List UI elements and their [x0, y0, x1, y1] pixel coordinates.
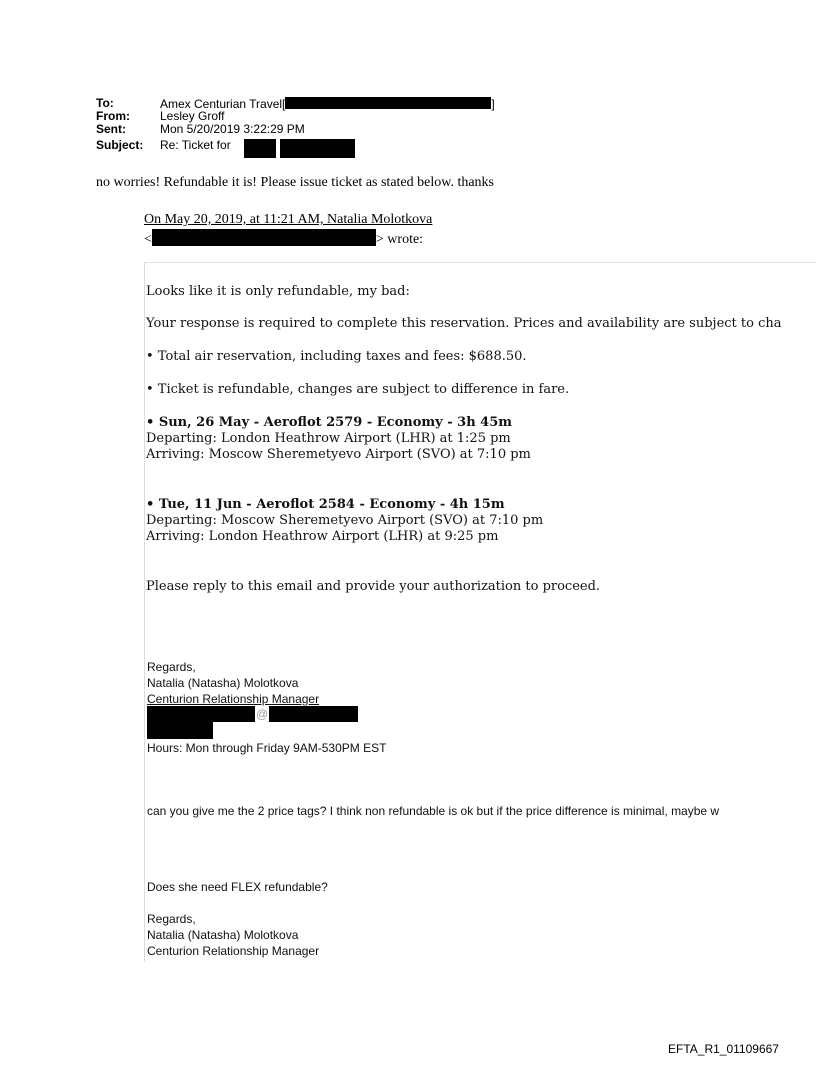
redaction-block [147, 722, 213, 739]
signature-title: Centurion Relationship Manager [147, 944, 320, 958]
flex-question: Does she need FLEX refundable? [147, 880, 328, 894]
flight-arriving: Arriving: London Heathrow Airport (LHR) at 9:25 pm [146, 529, 499, 544]
redaction-block [152, 229, 376, 246]
redaction-block [244, 139, 276, 158]
bullet-total: • Total air reservation, including taxes and fees: $688.50. [146, 349, 527, 364]
to-recipient: Amex Centurian Travel[ [160, 97, 286, 111]
signature-name: Natalia (Natasha) Molotkova [147, 676, 299, 690]
angle-open: < [144, 232, 152, 247]
quoted-paragraph: Looks like it is only refundable, my bad: [146, 284, 410, 299]
from-value: Lesley Groff [160, 109, 225, 123]
flight-departing: Departing: London Heathrow Airport (LHR) at 1:25 pm [146, 431, 511, 446]
signature-name: Natalia (Natasha) Molotkova [147, 928, 299, 942]
quote-intro-sender [144, 229, 423, 248]
email-at-sign: @ [256, 707, 269, 721]
subject-value [160, 139, 231, 152]
body-text: no worries! Refundable it is! Please issue ticket as stated below. thanks [96, 175, 494, 190]
quote-left-border [144, 262, 145, 962]
flight-departing: Departing: Moscow Sheremetyevo Airport (SVO) at 7:10 pm [146, 513, 544, 528]
quote-top-divider [144, 262, 816, 263]
redaction-block [269, 706, 358, 722]
to-close-bracket: ] [491, 97, 495, 111]
flight-title: • Sun, 26 May - Aeroflot 2579 - Economy - 3h 45m [146, 415, 513, 430]
quote-intro-line: On May 20, 2019, at 11:21 AM, Natalia Molotkova [144, 212, 433, 227]
wrote-label: > wrote: [375, 232, 424, 247]
from-label: From: [96, 109, 130, 123]
redaction-block [285, 97, 491, 109]
question-text: can you give me the 2 price tags? I think non refundable is ok but if the price difference is minimal, maybe w [147, 804, 720, 818]
to-label: To: [96, 96, 114, 110]
signature-regards: Regards, [147, 660, 196, 674]
signature-regards: Regards, [147, 912, 196, 926]
sent-label: Sent: [96, 122, 126, 136]
sent-value: Mon 5/20/2019 3:22:29 PM [160, 122, 305, 136]
document-id: EFTA_R1_01109667 [668, 1042, 779, 1056]
bullet-refund: • Ticket is refundable, changes are subject to difference in fare. [146, 382, 570, 397]
subject-label: Subject: [96, 138, 144, 152]
redaction-block [147, 706, 255, 722]
reply-request: Please reply to this email and provide your authorization to proceed. [146, 579, 601, 594]
signature-title: Centurion Relationship Manager [147, 692, 320, 706]
flight-title: • Tue, 11 Jun - Aeroflot 2584 - Economy - 4h 15m [146, 497, 505, 512]
quoted-paragraph: Your response is required to complete this reservation. Prices and availability are subject to cha [146, 316, 782, 331]
subject-text: Re: Ticket for [160, 138, 231, 152]
flight-arriving: Arriving: Moscow Sheremetyevo Airport (SVO) at 7:10 pm [146, 447, 531, 462]
redaction-block [280, 139, 355, 158]
signature-hours: Hours: Mon through Friday 9AM-530PM EST [147, 741, 387, 755]
